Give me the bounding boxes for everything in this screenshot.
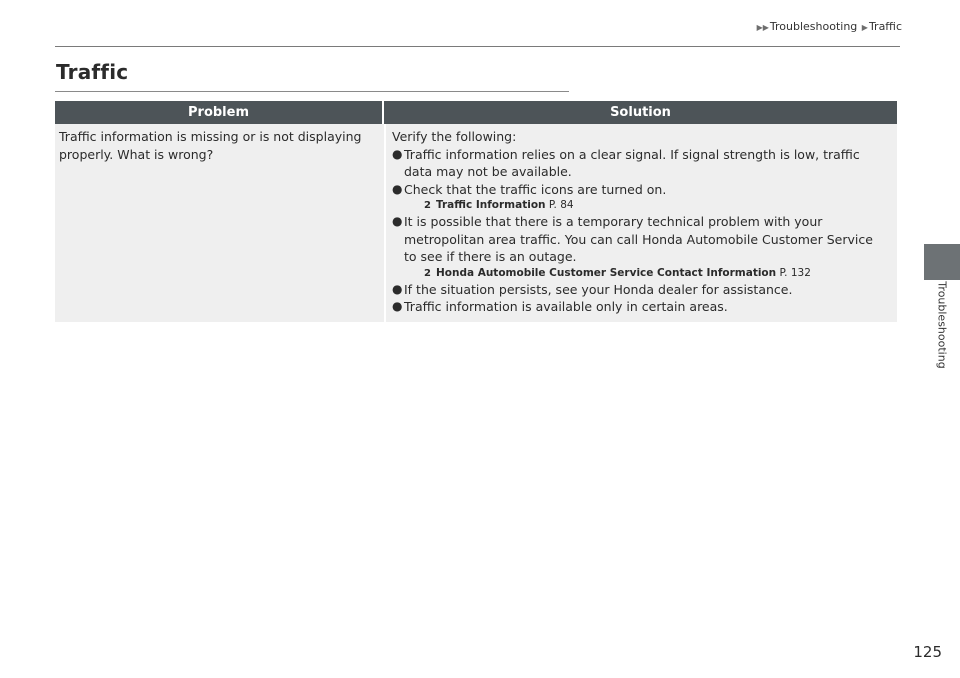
section-tab-marker[interactable] xyxy=(924,244,960,280)
cross-reference-title[interactable]: Honda Automobile Customer Service Contact Information xyxy=(435,266,777,279)
bullet-icon: ● xyxy=(392,299,403,313)
problem-cell: Traffic information is missing or is not displaying properly. What is wrong? xyxy=(55,124,386,322)
page-number: 125 xyxy=(913,643,942,661)
bullet-icon: ● xyxy=(392,146,403,161)
triangle-right-icon: ▶▶ xyxy=(756,23,769,32)
solution-bullet xyxy=(392,213,889,266)
bullet-text: If the situation persists, see your Honda dealer for assistance. xyxy=(404,281,793,297)
bullet-icon: ● xyxy=(392,181,403,196)
reference-arrow-icon: 2 xyxy=(424,267,431,279)
table-row xyxy=(55,124,897,322)
breadcrumb-item-traffic[interactable]: Traffic xyxy=(868,20,902,33)
bullet-text: It is possible that there is a temporary technical problem with your metropolitan area traffic. You can call Honda Automobile Customer Service to see if there is an outage. xyxy=(404,214,873,264)
cross-reference[interactable] xyxy=(392,266,889,281)
bullet-icon: ● xyxy=(392,214,403,228)
solution-bullet xyxy=(392,146,889,181)
section-tab-label: Troubleshooting xyxy=(935,281,949,369)
column-header-problem: Problem xyxy=(55,101,384,124)
cross-reference-title[interactable]: Traffic Information xyxy=(435,199,546,211)
triangle-right-icon: ▶ xyxy=(861,23,868,32)
title-divider xyxy=(55,91,569,92)
solution-bullet xyxy=(392,181,889,199)
solution-bullet xyxy=(392,281,889,299)
solution-intro: Verify the following: xyxy=(392,129,517,144)
bullet-icon: ● xyxy=(392,281,403,296)
cross-reference-page[interactable]: P. 84 xyxy=(548,199,574,211)
breadcrumb-item-troubleshooting[interactable]: Troubleshooting xyxy=(769,20,858,33)
table-header xyxy=(55,101,897,124)
troubleshooting-table xyxy=(55,101,897,322)
reference-arrow-icon: 2 xyxy=(424,200,431,211)
bullet-text: Traffic information relies on a clear signal. If signal strength is low, traffic data may not be available. xyxy=(404,146,860,179)
cross-reference[interactable] xyxy=(392,198,889,213)
bullet-text: Check that the traffic icons are turned on. xyxy=(404,181,667,197)
page-title: Traffic xyxy=(56,60,129,84)
header-divider xyxy=(55,46,900,47)
breadcrumb xyxy=(756,20,902,33)
solution-cell xyxy=(386,124,897,322)
cross-reference-page[interactable]: P. 132 xyxy=(779,266,811,279)
column-header-solution: Solution xyxy=(610,105,671,120)
bullet-text: Traffic information is available only in certain areas. xyxy=(404,299,728,314)
solution-bullet xyxy=(392,298,889,316)
